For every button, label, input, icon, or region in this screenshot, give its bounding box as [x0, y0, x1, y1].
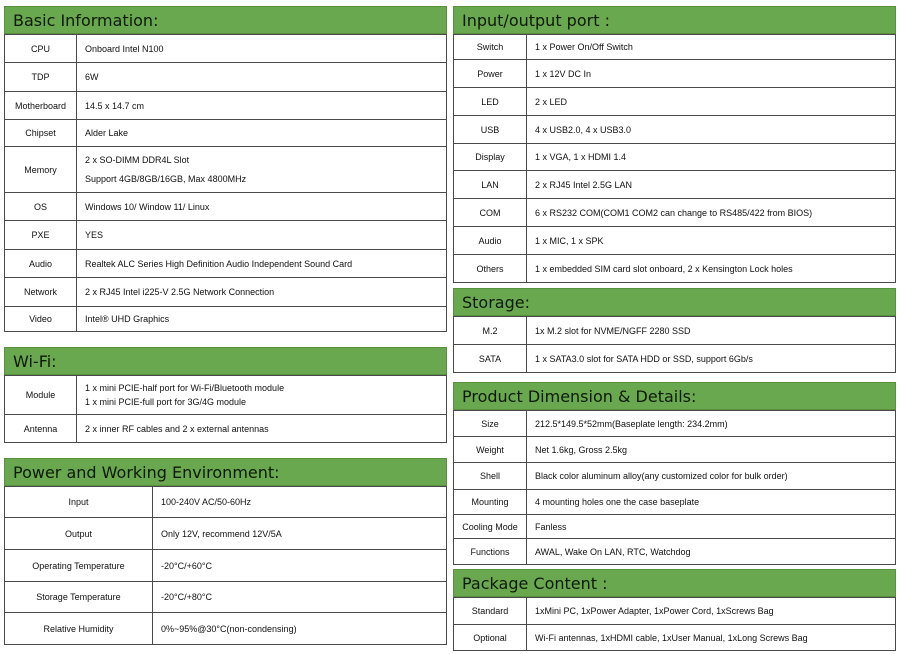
spec-table — [4, 486, 447, 645]
table-row — [454, 598, 896, 625]
spec-value: 4 x USB2.0, 4 x USB3.0 — [527, 116, 896, 144]
spec-value: Net 1.6kg, Gross 2.5kg — [527, 437, 896, 463]
spec-value: 2 x RJ45 Intel i225-V 2.5G Network Connection — [77, 278, 447, 307]
spec-label: Power — [454, 60, 527, 88]
spec-value: Alder Lake — [77, 120, 447, 147]
spec-value: Fanless — [527, 515, 896, 539]
spec-label: Functions — [454, 539, 527, 565]
table-row — [454, 515, 896, 539]
spec-label: OS — [5, 193, 77, 221]
table-row — [454, 345, 896, 373]
spec-label: Output — [5, 518, 153, 550]
spec-value: 1 x Power On/Off Switch — [527, 35, 896, 60]
spec-value-line2: Support 4GB/8GB/16GB, Max 4800MHz — [85, 174, 247, 184]
spec-value: Wi-Fi antennas, 1xHDMI cable, 1xUser Manual, 1xLong Screws Bag — [527, 625, 896, 651]
spec-value: 2 x RJ45 Intel 2.5G LAN — [527, 171, 896, 199]
spec-table — [4, 375, 447, 443]
spec-label: M.2 — [454, 317, 527, 345]
spec-label: Optional — [454, 625, 527, 651]
spec-label: USB — [454, 116, 527, 144]
spec-label: LED — [454, 88, 527, 116]
package-content-section — [453, 569, 896, 651]
spec-value: Windows 10/ Window 11/ Linux — [77, 193, 447, 221]
spec-label: Input — [5, 487, 153, 518]
dimension-details-section — [453, 382, 896, 565]
spec-label: Shell — [454, 463, 527, 490]
table-row — [454, 463, 896, 490]
spec-value: 6 x RS232 COM(COM1 COM2 can change to RS485/422 from BIOS) — [527, 199, 896, 227]
spec-value: 0%~95%@30°C(non-condensing) — [153, 613, 447, 645]
storage-section — [453, 288, 896, 373]
table-row — [5, 221, 447, 250]
spec-label: Switch — [454, 35, 527, 60]
section-title: Package Content : — [453, 569, 896, 597]
spec-label: Weight — [454, 437, 527, 463]
table-row — [5, 147, 447, 193]
section-title: Product Dimension & Details: — [453, 382, 896, 410]
spec-label: Audio — [454, 227, 527, 255]
spec-value-cell — [77, 376, 447, 415]
table-row — [5, 92, 447, 120]
spec-value: 1 x mini PCIE-half port for Wi-Fi/Bluetooth module — [85, 383, 285, 393]
table-row — [454, 171, 896, 199]
table-row — [454, 116, 896, 144]
section-title: Power and Working Environment: — [4, 458, 447, 486]
spec-label: Memory — [5, 147, 77, 193]
spec-label: COM — [454, 199, 527, 227]
basic-information-section — [4, 6, 447, 332]
section-title: Basic Information: — [4, 6, 447, 34]
section-title: Storage: — [453, 288, 896, 316]
spec-label: Module — [5, 376, 77, 415]
table-row — [5, 193, 447, 221]
table-row — [5, 307, 447, 332]
spec-table — [453, 316, 896, 373]
table-row — [5, 120, 447, 147]
spec-label: Audio — [5, 250, 77, 278]
table-row — [454, 411, 896, 437]
spec-value: Onboard Intel N100 — [77, 35, 447, 63]
spec-value: 1 x MIC, 1 x SPK — [527, 227, 896, 255]
spec-table — [453, 410, 896, 565]
table-row — [454, 35, 896, 60]
spec-value: 2 x SO-DIMM DDR4L Slot — [85, 155, 190, 165]
spec-label: CPU — [5, 35, 77, 63]
spec-value: 14.5 x 14.7 cm — [77, 92, 447, 120]
spec-value: -20°C/+80°C — [153, 582, 447, 613]
spec-label: Display — [454, 144, 527, 171]
spec-label: Size — [454, 411, 527, 437]
section-title: Input/output port : — [453, 6, 896, 34]
table-row — [454, 88, 896, 116]
spec-label: Others — [454, 255, 527, 283]
spec-value: Only 12V, recommend 12V/5A — [153, 518, 447, 550]
table-row — [5, 35, 447, 63]
table-row — [5, 278, 447, 307]
spec-label: Chipset — [5, 120, 77, 147]
table-row — [454, 625, 896, 651]
spec-label: TDP — [5, 63, 77, 92]
table-row — [5, 613, 447, 645]
spec-value: Black color aluminum alloy(any customized color for bulk order) — [527, 463, 896, 490]
spec-label: LAN — [454, 171, 527, 199]
spec-label: Operating Temperature — [5, 550, 153, 582]
spec-value-cell — [77, 147, 447, 193]
spec-value: 100-240V AC/50-60Hz — [153, 487, 447, 518]
table-row — [454, 490, 896, 515]
spec-label: Motherboard — [5, 92, 77, 120]
spec-label: Relative Humidity — [5, 613, 153, 645]
table-row — [5, 63, 447, 92]
spec-label: Video — [5, 307, 77, 332]
spec-label: Network — [5, 278, 77, 307]
spec-value: Realtek ALC Series High Definition Audio Independent Sound Card — [77, 250, 447, 278]
table-row — [454, 227, 896, 255]
table-row — [5, 487, 447, 518]
io-port-section — [453, 6, 896, 283]
spec-value: -20°C/+60°C — [153, 550, 447, 582]
spec-value: 1x M.2 slot for NVME/NGFF 2280 SSD — [527, 317, 896, 345]
table-row — [454, 539, 896, 565]
spec-table — [453, 34, 896, 283]
table-row — [5, 250, 447, 278]
table-row — [454, 60, 896, 88]
power-environment-section — [4, 458, 447, 645]
spec-label: Mounting — [454, 490, 527, 515]
table-row — [454, 255, 896, 283]
spec-value: YES — [77, 221, 447, 250]
spec-value: 212.5*149.5*52mm(Baseplate length: 234.2mm) — [527, 411, 896, 437]
section-title: Wi-Fi: — [4, 347, 447, 375]
table-row — [5, 518, 447, 550]
spec-label: Storage Temperature — [5, 582, 153, 613]
table-row — [5, 376, 447, 415]
spec-value: Intel® UHD Graphics — [77, 307, 447, 332]
spec-value: 6W — [77, 63, 447, 92]
spec-label: PXE — [5, 221, 77, 250]
spec-label: Standard — [454, 598, 527, 625]
table-row — [454, 317, 896, 345]
spec-value-line2: 1 x mini PCIE-full port for 3G/4G module — [85, 397, 247, 407]
spec-value: 1xMini PC, 1xPower Adapter, 1xPower Cord, 1xScrews Bag — [527, 598, 896, 625]
spec-label: SATA — [454, 345, 527, 373]
table-row — [454, 199, 896, 227]
spec-value: 1 x VGA, 1 x HDMI 1.4 — [527, 144, 896, 171]
table-row — [454, 144, 896, 171]
spec-table — [4, 34, 447, 332]
spec-value: 2 x inner RF cables and 2 x external antennas — [77, 415, 447, 443]
spec-value: 2 x LED — [527, 88, 896, 116]
table-row — [454, 437, 896, 463]
table-row — [5, 550, 447, 582]
table-row — [5, 582, 447, 613]
wifi-section — [4, 347, 447, 443]
spec-value: 1 x SATA3.0 slot for SATA HDD or SSD, support 6Gb/s — [527, 345, 896, 373]
spec-table — [453, 597, 896, 651]
spec-value: 4 mounting holes one the case baseplate — [527, 490, 896, 515]
spec-value: AWAL, Wake On LAN, RTC, Watchdog — [527, 539, 896, 565]
spec-label: Antenna — [5, 415, 77, 443]
spec-label: Cooling Mode — [454, 515, 527, 539]
spec-value: 1 x 12V DC In — [527, 60, 896, 88]
table-row — [5, 415, 447, 443]
spec-value: 1 x embedded SIM card slot onboard, 2 x Kensington Lock holes — [527, 255, 896, 283]
